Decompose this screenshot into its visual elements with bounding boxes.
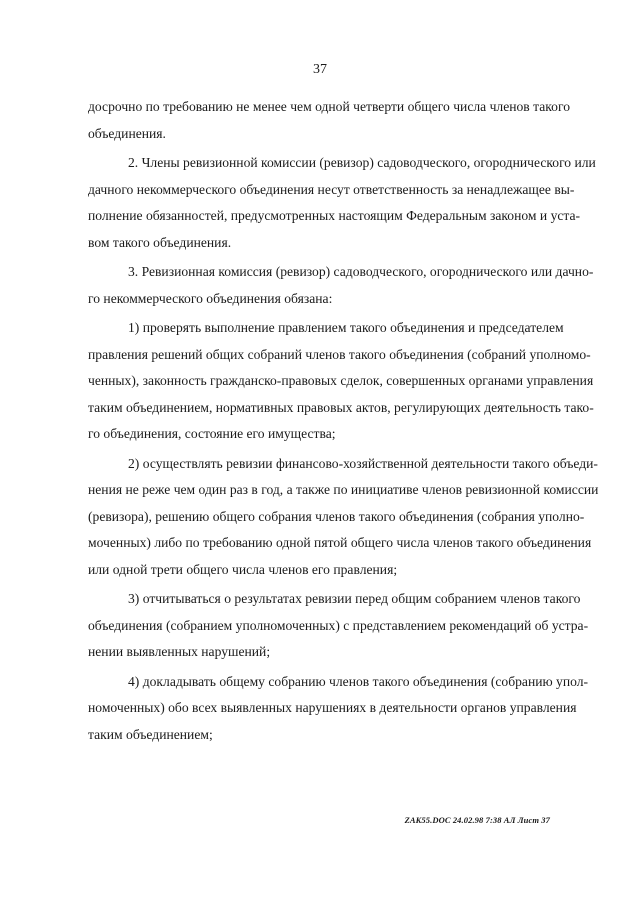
text-line: 4) докладывать общему собранию членов такого объединения (собранию упол- (128, 673, 589, 689)
paragraph-subitem-1 (88, 315, 594, 448)
page-number: 37 (313, 62, 327, 77)
text-line: го объединения, состояние его имущества; (88, 426, 336, 441)
text-line: объединения. (88, 125, 166, 141)
text-line: 1) проверять выполнение правлением такого объединения и председателем (128, 320, 564, 335)
text-line: (ревизора), решению общего собрания членов такого объединения (собрания уполно- (88, 508, 585, 524)
text-line: нении выявленных нарушений; (88, 644, 271, 659)
text-line: номоченных) обо всех выявленных нарушениях в деятельности органов управления (88, 700, 577, 715)
document-footer: ZAK55.DOC 24.02.98 7:38 АЛ Лист 37 (404, 815, 550, 825)
text-line: 3) отчитываться о результатах ревизии перед общим собранием членов такого (128, 591, 581, 606)
paragraph-subitem-2 (88, 451, 599, 584)
text-line: нения не реже чем один раз в год, а также по инициативе членов ревизионной комиссии (88, 482, 599, 497)
paragraph-item-3 (88, 259, 594, 312)
text-line: таким объединением, нормативных правовых актов, регулирующих деятельность тако- (88, 399, 594, 415)
text-line: 2) осуществлять ревизии финансово-хозяйственной деятельности такого объеди- (128, 455, 598, 471)
text-line: ченных), законность гражданско-правовых сделок, совершенных органами управления (88, 373, 594, 388)
paragraph-item-2 (88, 150, 596, 256)
text-line: объединения (собранием уполномоченных) с представлением рекомендаций об устра- (88, 617, 589, 633)
text-line: досрочно по требованию не менее чем одной четверти общего числа членов такого (88, 99, 570, 114)
text-line: 2. Члены ревизионной комиссии (ревизор) садоводческого, огороднического или (128, 155, 596, 170)
text-line: или одной трети общего числа членов его правления; (88, 561, 398, 577)
text-line: го некоммерческого объединения обязана: (88, 290, 333, 306)
text-line: полнение обязанностей, предусмотренных настоящим Федеральным законом и уста- (88, 208, 581, 223)
paragraph-continuation (88, 94, 570, 147)
paragraph-subitem-3 (88, 586, 589, 666)
text-line: правления решений общих собраний членов такого объединения (собраний уполномо- (88, 346, 591, 362)
document-body (88, 94, 599, 751)
text-line: моченных) либо по требованию одной пятой общего числа членов такого объединения (88, 535, 592, 550)
paragraph-subitem-4 (88, 669, 589, 749)
text-line: 3. Ревизионная комиссия (ревизор) садоводческого, огороднического или дачно- (128, 264, 594, 279)
text-line: дачного некоммерческого объединения несут ответственность за ненадлежащее вы- (88, 181, 575, 197)
text-line: вом такого объединения. (88, 234, 232, 250)
text-line: таким объединением; (88, 726, 213, 742)
